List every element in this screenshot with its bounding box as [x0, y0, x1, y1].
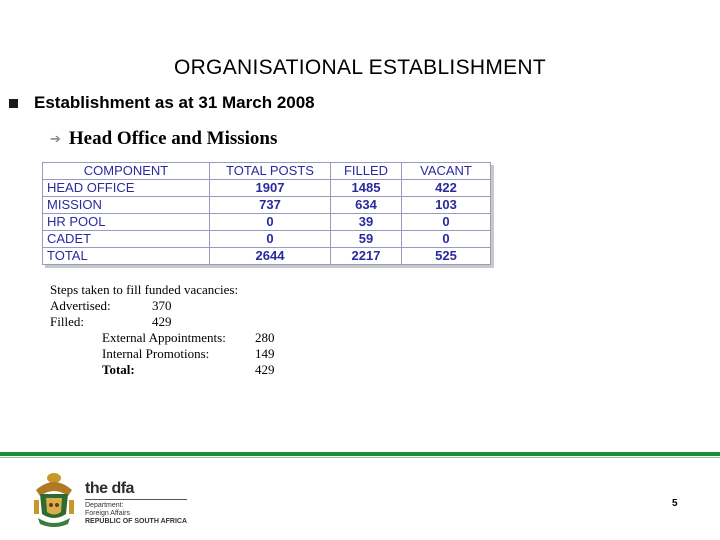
cell-vacant: 103: [402, 197, 491, 214]
square-bullet-icon: [9, 99, 18, 108]
main-bullet-text: Establishment as at 31 March 2008: [34, 93, 315, 112]
dfa-line: Foreign Affairs: [85, 510, 131, 517]
cell-filled: 39: [331, 214, 402, 231]
main-bullet: [9, 93, 315, 113]
total-value: 429: [255, 362, 275, 377]
cell-vacant: 0: [402, 231, 491, 248]
advertised-label: Advertised:: [50, 298, 111, 313]
header-filled: FILLED: [331, 163, 402, 180]
filled-label: Filled:: [50, 314, 84, 329]
cell-component: HEAD OFFICE: [43, 180, 210, 197]
cell-total-posts: 0: [210, 231, 331, 248]
sub-bullet: [50, 128, 277, 150]
cell-vacant: 0: [402, 214, 491, 231]
cell-total-posts: 1907: [210, 180, 331, 197]
cell-total-posts: 0: [210, 214, 331, 231]
table-total-row: [43, 248, 491, 265]
cell-filled: 59: [331, 231, 402, 248]
dfa-line: Department:: [85, 502, 124, 509]
dfa-rule: [85, 499, 187, 500]
cell-component: HR POOL: [43, 214, 210, 231]
arrow-bullet-icon: ➔: [50, 131, 61, 146]
cell-component: CADET: [43, 231, 210, 248]
cell-vacant: 525: [402, 248, 491, 265]
slide-title: ORGANISATIONAL ESTABLISHMENT: [173, 56, 547, 79]
header-vacant: VACANT: [402, 163, 491, 180]
coat-of-arms-icon: [32, 470, 76, 530]
table-row: [43, 214, 491, 231]
filled-value: 429: [152, 314, 172, 329]
table-header-row: [43, 163, 491, 180]
dfa-department: [85, 502, 187, 526]
dfa-brand: the dfa: [85, 480, 134, 497]
table-row: [43, 231, 491, 248]
header-component: COMPONENT: [43, 163, 210, 180]
cell-filled: 1485: [331, 180, 402, 197]
header-total-posts: TOTAL POSTS: [210, 163, 331, 180]
total-label: Total:: [102, 362, 135, 377]
steps-heading: Steps taken to fill funded vacancies:: [50, 282, 239, 297]
cell-component: TOTAL: [43, 248, 210, 265]
cell-filled: 2217: [331, 248, 402, 265]
advertised-value: 370: [152, 298, 172, 313]
page-number: 5: [672, 498, 678, 509]
footer-divider: [0, 452, 720, 456]
table-row: [43, 180, 491, 197]
dfa-line: REPUBLIC OF SOUTH AFRICA: [85, 518, 188, 525]
cell-total-posts: 2644: [210, 248, 331, 265]
external-value: 280: [255, 330, 275, 345]
footer-divider-thin: [0, 457, 720, 458]
internal-value: 149: [255, 346, 275, 361]
cell-total-posts: 737: [210, 197, 331, 214]
table-row: [43, 197, 491, 214]
sub-bullet-text: Head Office and Missions: [68, 128, 278, 149]
cell-filled: 634: [331, 197, 402, 214]
establishment-table: [42, 162, 491, 265]
cell-vacant: 422: [402, 180, 491, 197]
cell-component: MISSION: [43, 197, 210, 214]
external-label: External Appointments:: [102, 330, 226, 345]
internal-label: Internal Promotions:: [102, 346, 210, 361]
